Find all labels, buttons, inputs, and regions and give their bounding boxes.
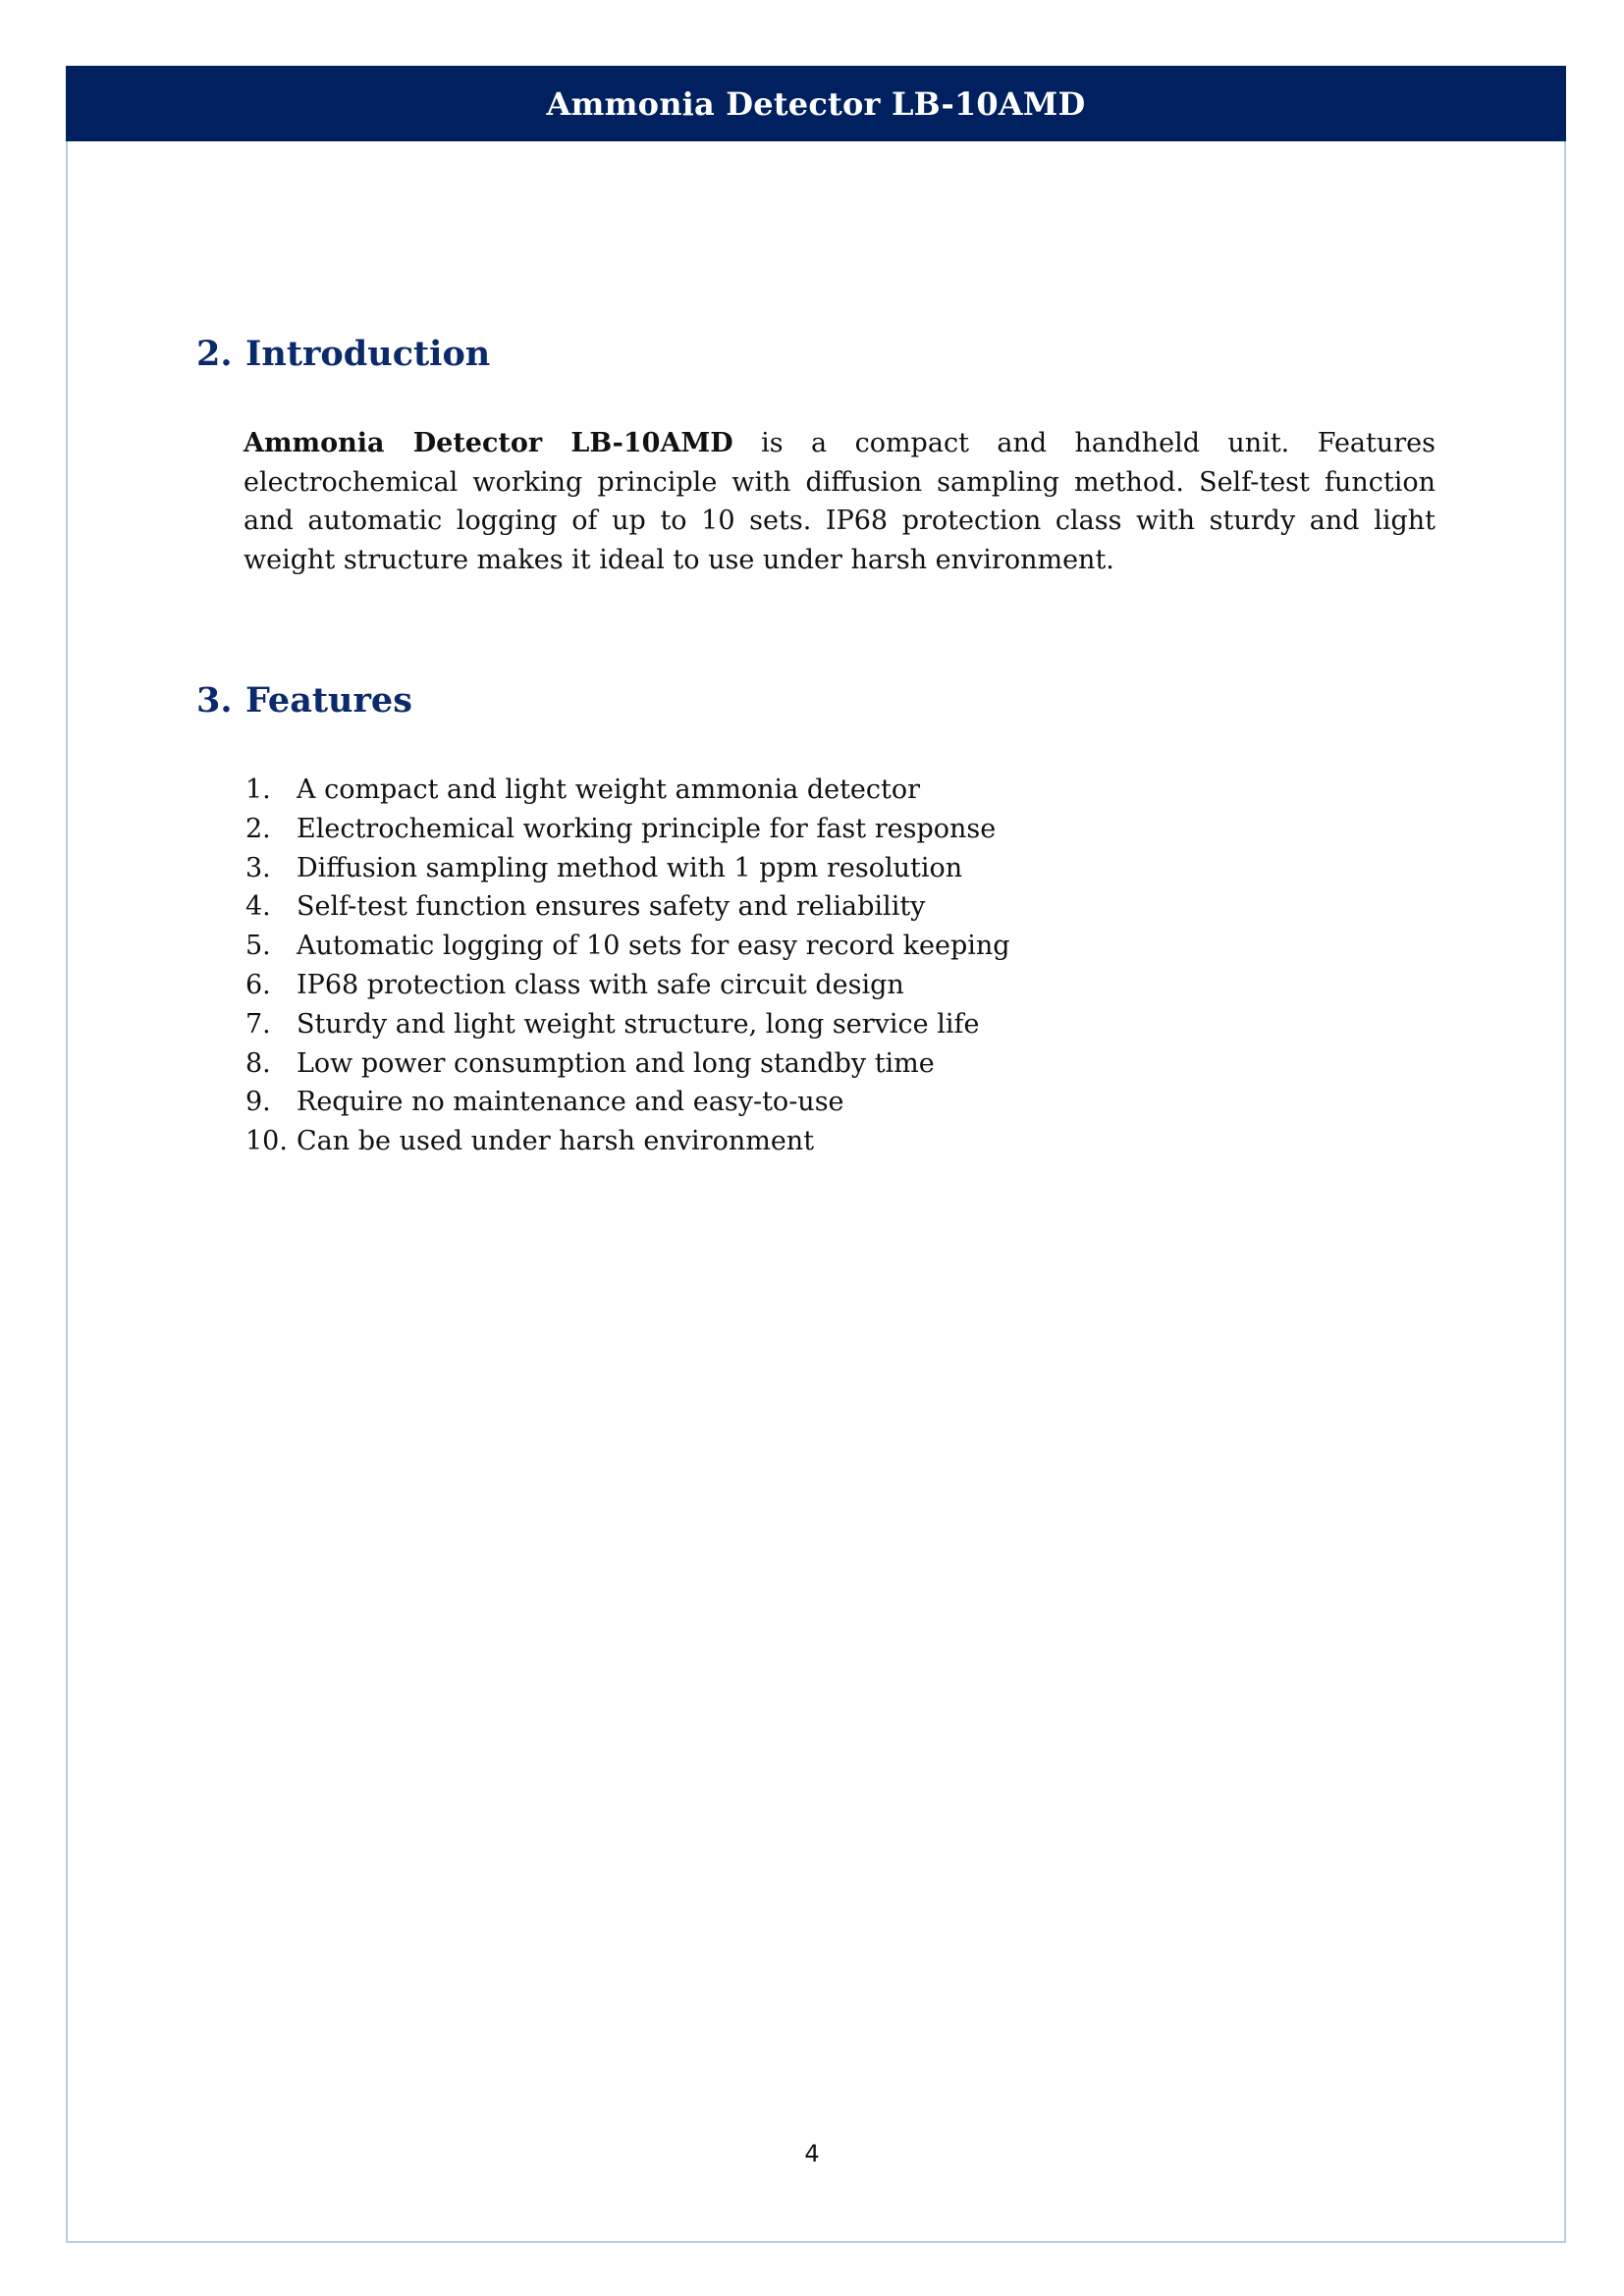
list-item-number: 1.	[245, 774, 271, 805]
list-item-text: Require no maintenance and easy-to-use	[297, 1087, 844, 1118]
list-item-number: 8.	[245, 1047, 271, 1079]
list-item-number: 5.	[245, 931, 271, 962]
introduction-section-heading	[196, 334, 490, 374]
list-item	[245, 887, 1326, 927]
features-list	[245, 771, 1326, 1161]
list-item	[245, 1044, 1326, 1084]
list-item-text: Electrochemical working principle for fast response	[297, 813, 997, 844]
introduction-number: 2.	[196, 334, 233, 374]
list-item-number: 6.	[245, 969, 271, 1000]
header-title: Ammonia Detector LB-10AMD	[546, 84, 1086, 123]
list-item-text: Low power consumption and long standby time	[297, 1047, 935, 1079]
list-item-text: Diffusion sampling method with 1 ppm resolution	[297, 852, 963, 883]
list-item-number: 2.	[245, 813, 271, 844]
page-header	[66, 66, 1566, 141]
list-item-number: 3.	[245, 852, 271, 883]
features-heading	[196, 680, 412, 721]
features-number: 3.	[196, 680, 233, 721]
list-item	[245, 810, 1326, 849]
list-item	[245, 927, 1326, 966]
introduction-title: Introduction	[245, 334, 491, 374]
list-item	[245, 966, 1326, 1005]
list-item-text: Self-test function ensures safety and reliability	[297, 891, 926, 923]
list-item	[245, 771, 1326, 810]
list-item	[245, 849, 1326, 888]
features-title: Features	[245, 680, 412, 721]
introduction-paragraph	[244, 424, 1435, 579]
list-item-number: 7.	[245, 1008, 271, 1040]
list-item	[245, 1083, 1326, 1122]
list-item-text: IP68 protection class with safe circuit design	[297, 969, 904, 1000]
list-item	[245, 1122, 1326, 1161]
page-number: 4	[804, 2140, 820, 2167]
introduction-body: is a compact and handheld unit. Features electrochemical working principle with diffusion sampling method. Self-test function and automatic logging of up to 10 sets. IP68 protection class with sturdy and light weight structure makes it ideal to use under harsh environment.	[244, 428, 1436, 575]
list-item-text: Automatic logging of 10 sets for easy record keeping	[297, 931, 1010, 962]
introduction-heading	[196, 334, 490, 374]
list-item-text: A compact and light weight ammonia detector	[297, 774, 921, 805]
list-item-number: 9.	[245, 1087, 271, 1118]
introduction-lead: Ammonia Detector LB-10AMD	[244, 428, 733, 458]
list-item-number: 4.	[245, 891, 271, 923]
features-section-heading	[196, 680, 412, 721]
list-item-number: 10.	[245, 1126, 288, 1157]
list-item-text: Sturdy and light weight structure, long service life	[297, 1008, 980, 1040]
list-item	[245, 1005, 1326, 1044]
list-item-text: Can be used under harsh environment	[297, 1126, 815, 1157]
